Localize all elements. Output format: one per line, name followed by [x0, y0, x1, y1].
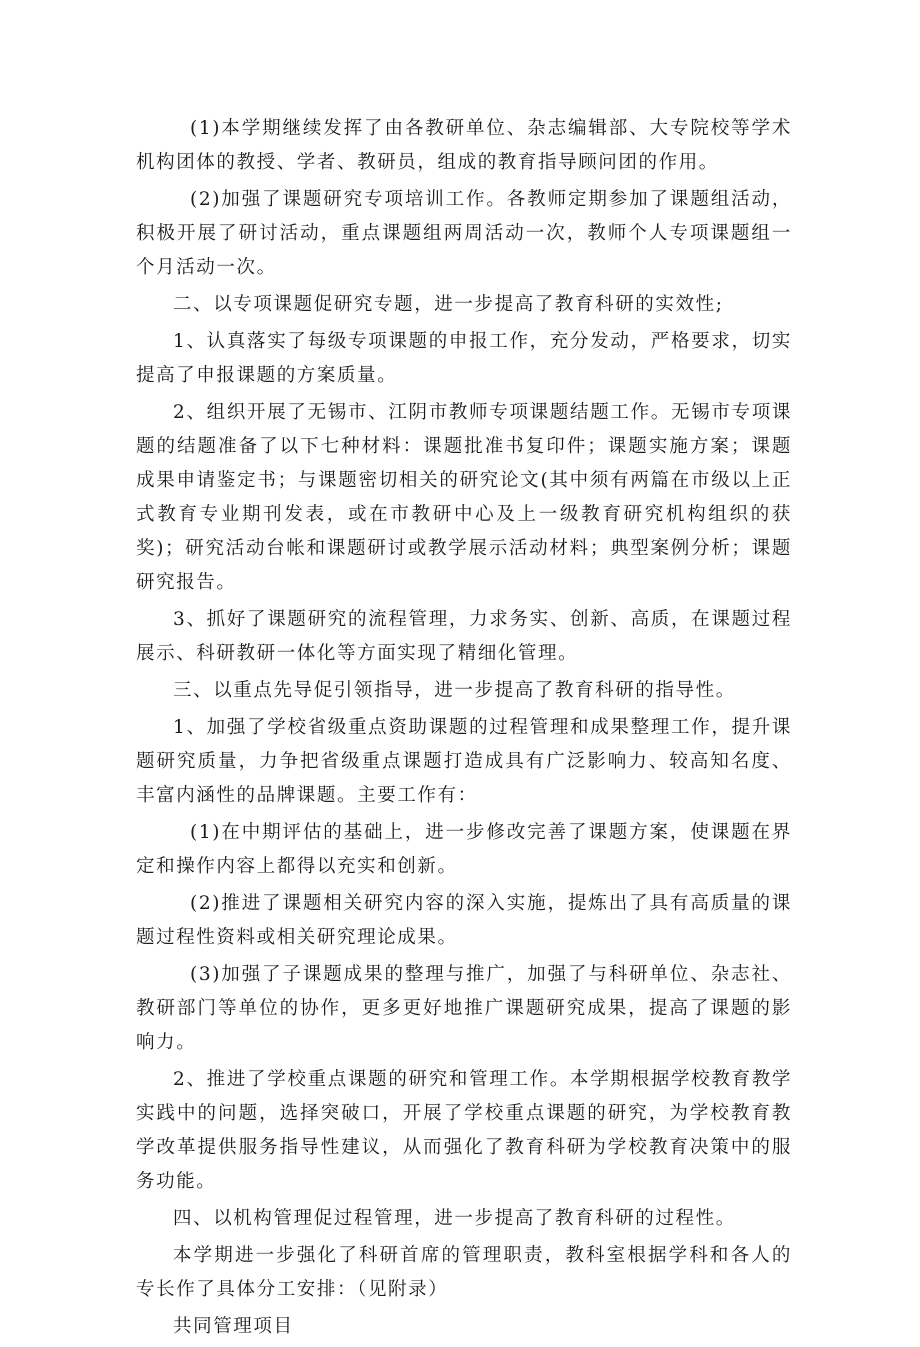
paragraph-shared-management: 共同管理项目	[173, 1316, 294, 1337]
section-heading-4: 四、以机构管理促过程管理，进一步提高了教育科研的过程性。	[173, 1208, 736, 1229]
paragraph-school-key-project: 2、推进了学校重点课题的研究和管理工作。本学期根据学校教育教学实践中的问题，选择突破口，开展了学校重点课题的研究，为学校教育教学改革提供服务指导性建议，从而强化了教育科研为学校教育决策中的服务功能。	[136, 1069, 792, 1192]
paragraph-project-training: (2)加强了课题研究专项培训工作。各教师定期参加了课题组活动，积极开展了研讨活动，重点课题组两周活动一次，教师个人专项课题组一个月活动一次。	[136, 189, 792, 278]
paragraph-advisory-team: (1)本学期继续发挥了由各教研单位、杂志编辑部、大专院校等学术机构团体的教授、学者、教研员，组成的教育指导顾问团的作用。	[136, 118, 792, 173]
document-body	[136, 112, 792, 1347]
paragraph-midterm-evaluation: (1)在中期评估的基础上，进一步修改完善了课题方案，使课题在界定和操作内容上都得以充实和创新。	[136, 822, 792, 877]
paragraph-research-implementation: (2)推进了课题相关研究内容的深入实施，提炼出了具有高质量的课题过程性资料或相关研究理论成果。	[136, 893, 792, 948]
paragraph-process-management: 3、抓好了课题研究的流程管理，力求务实、创新、高质，在课题过程展示、科研教研一体化等方面实现了精细化管理。	[136, 609, 792, 664]
section-heading-3: 三、以重点先导促引领指导，进一步提高了教育科研的指导性。	[173, 680, 736, 701]
paragraph-application: 1、认真落实了每级专项课题的申报工作，充分发动，严格要求，切实提高了申报课题的方案质量。	[136, 331, 792, 386]
section-heading-2: 二、以专项课题促研究专题，进一步提高了教育科研的实效性;	[173, 294, 724, 315]
paragraph-completion-materials: 2、组织开展了无锡市、江阴市教师专项课题结题工作。无锡市专项课题的结题准备了以下七种材料：课题批准书复印件；课题实施方案；课题成果申请鉴定书；与课题密切相关的研究论文(其中须有两篇在市级以上正式教育专业期刊发表，或在市教研中心及上一级教育研究机构组织的获奖)；研究活动台帐和课题研讨或教学展示活动材料；典型案例分析；课题研究报告。	[136, 402, 792, 593]
paragraph-division-of-labor: 本学期进一步强化了科研首席的管理职责，教科室根据学科和各人的专长作了具体分工安排：（见附录）	[136, 1245, 792, 1300]
paragraph-provincial-project: 1、加强了学校省级重点资助课题的过程管理和成果整理工作，提升课题研究质量，力争把省级重点课题打造成具有广泛影响力、较高知名度、丰富内涵性的品牌课题。主要工作有：	[136, 717, 792, 806]
paragraph-subproject-promotion: (3)加强了子课题成果的整理与推广，加强了与科研单位、杂志社、教研部门等单位的协作，更多更好地推广课题研究成果，提高了课题的影响力。	[136, 964, 792, 1053]
